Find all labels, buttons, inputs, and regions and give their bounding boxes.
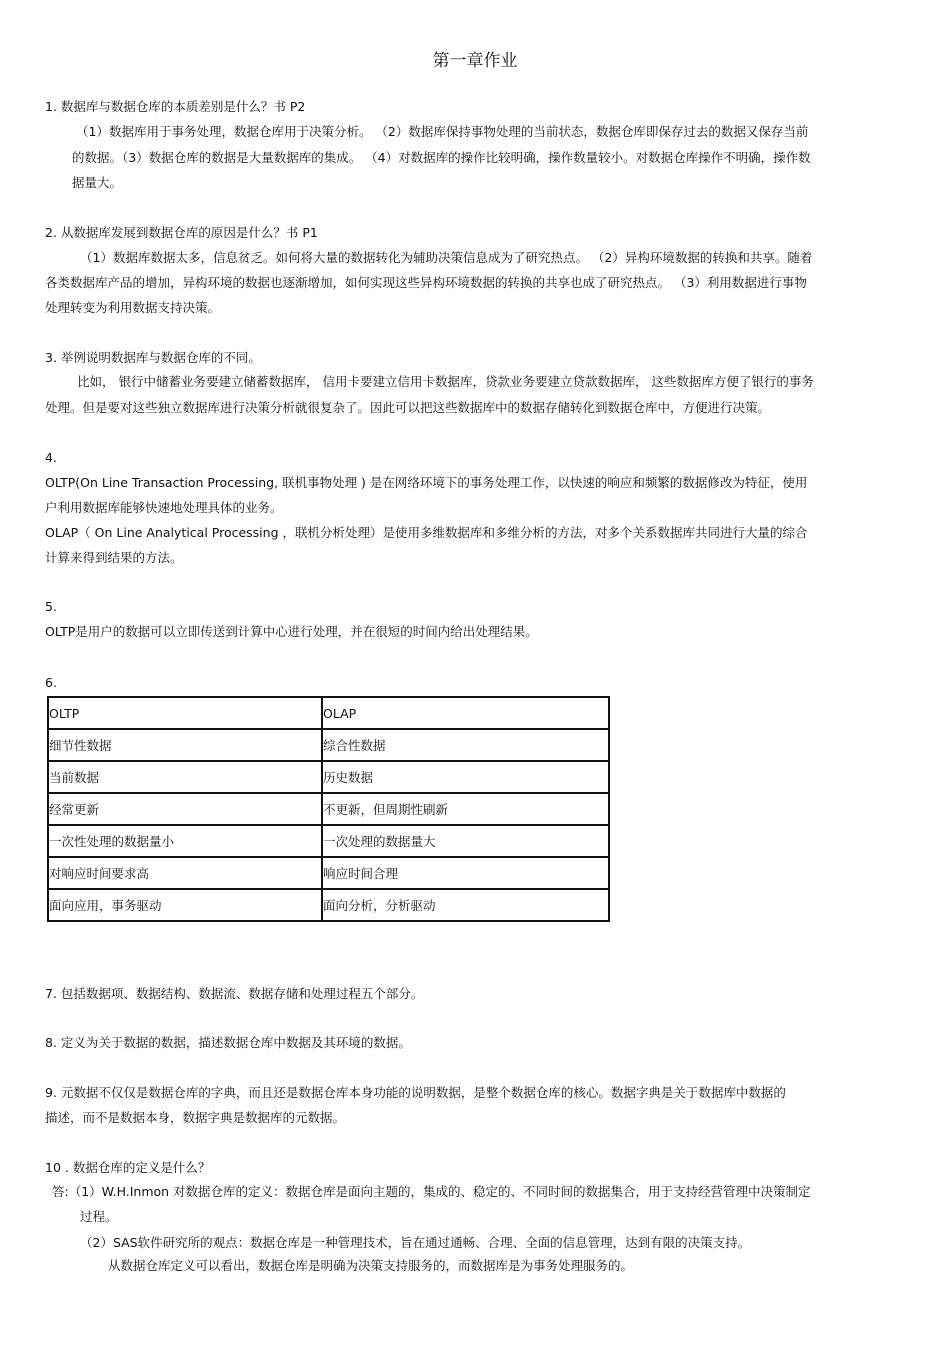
q2-answer-line: 处理转变为利用数据支持决策。 [45, 300, 221, 315]
table-cell: 不更新，但周期性刷新 [322, 793, 609, 825]
table-cell: OLTP [48, 697, 322, 729]
table-cell: 经常更新 [48, 793, 322, 825]
oltp-olap-comparison-table [47, 696, 610, 922]
q1-question: 1. 数据库与数据仓库的本质差别是什么？书 P2 [45, 99, 306, 114]
table-cell: 面向分析，分析驱动 [322, 889, 609, 921]
q9-answer-line: 9. 元数据不仅仅是数据仓库的字典，而且还是数据仓库本身功能的说明数据，是整个数据仓库的核心。数据字典是关于数据库中数据的 [45, 1085, 786, 1100]
q4-number: 4. [45, 450, 57, 465]
q10-question: 10 . 数据仓库的定义是什么？ [45, 1160, 211, 1175]
table-cell: OLAP [322, 697, 609, 729]
q2-answer-line: （1）数据库数据太多，信息贫乏。如何将大量的数据转化为辅助决策信息成为了研究热点。 （2）异构环境数据的转换和共享。随着 [80, 250, 813, 265]
table-row [48, 697, 609, 729]
table-cell: 对响应时间要求高 [48, 857, 322, 889]
q8-answer-line: 8. 定义为关于数据的数据，描述数据仓库中数据及其环境的数据。 [45, 1035, 411, 1050]
q4-answer-line: OLAP（ On Line Analytical Processing ，联机分析处理）是使用多维数据库和多维分析的方法，对多个关系数据库共同进行大量的综合 [45, 525, 808, 540]
table-cell: 历史数据 [322, 761, 609, 793]
q6-number: 6. [45, 675, 57, 690]
table-cell: 面向应用，事务驱动 [48, 889, 322, 921]
q4-answer-line: OLTP(On Line Transaction Processing, 联机事物处理 ) 是在网络环境下的事务处理工作，以快速的响应和频繁的数据修改为特征，使用 [45, 475, 808, 490]
table-cell: 响应时间合理 [322, 857, 609, 889]
q4-answer-line: 计算来得到结果的方法。 [45, 550, 183, 565]
q9-answer-line: 描述，而不是数据本身，数据字典是数据库的元数据。 [45, 1110, 346, 1125]
table-cell: 当前数据 [48, 761, 322, 793]
q2-question: 2. 从数据库发展到数据仓库的原因是什么？书 P1 [45, 225, 318, 240]
q1-answer-line: （1）数据库用于事务处理，数据仓库用于决策分析。 （2）数据库保持事物处理的当前状态，数据仓库即保存过去的数据又保存当前 [76, 124, 809, 139]
q5-number: 5. [45, 599, 57, 614]
q10-answer-line: （2）SAS软件研究所的观点：数据仓库是一种管理技术，旨在通过通畅、合理、全面的信息管理，达到有限的决策支持。 [80, 1235, 751, 1250]
table-cell: 一次处理的数据量大 [322, 825, 609, 857]
q10-answer-line: 从数据仓库定义可以看出，数据仓库是明确为决策支持服务的，而数据库是为事务处理服务的。 [108, 1258, 634, 1273]
table-row [48, 793, 609, 825]
q3-question: 3. 举例说明数据库与数据仓库的不同。 [45, 350, 261, 365]
q1-answer-line: 据量大。 [72, 175, 123, 190]
table-cell: 一次性处理的数据量小 [48, 825, 322, 857]
q7-answer-line: 7. 包括数据项、数据结构、数据流、数据存储和处理过程五个部分。 [45, 986, 424, 1001]
q5-answer-line: OLTP是用户的数据可以立即传送到计算中心进行处理，并在很短的时间内给出处理结果。 [45, 624, 538, 639]
q3-answer-line: 处理。但是要对这些独立数据库进行决策分析就很复杂了。因此可以把这些数据库中的数据存储转化到数据仓库中，方便进行决策。 [45, 400, 771, 415]
table-row [48, 729, 609, 761]
q10-answer-line: 答:（1）W.H.Inmon 对数据仓库的定义：数据仓库是面向主题的，集成的、稳定的、不同时间的数据集合，用于支持经营管理中决策制定 [52, 1184, 811, 1199]
q1-answer-line: 的数据。（3）数据仓库的数据是大量数据库的集成。 （4）对数据库的操作比较明确，操作数量较小。对数据仓库操作不明确，操作数 [72, 150, 811, 165]
table-row [48, 761, 609, 793]
table-cell: 综合性数据 [322, 729, 609, 761]
q10-answer-line: 过程。 [80, 1209, 118, 1224]
q3-answer-line: 比如， 银行中储蓄业务要建立储蓄数据库， 信用卡要建立信用卡数据库，贷款业务要建立贷款数据库， 这些数据库方便了银行的事务 [77, 374, 814, 389]
table-row [48, 825, 609, 857]
page-title: 第一章作业 [432, 51, 518, 71]
q4-answer-line: 户利用数据库能够快速地处理具体的业务。 [45, 500, 283, 515]
q2-answer-line: 各类数据库产品的增加，异构环境的数据也逐渐增加，如何实现这些异构环境数据的转换的共享也成了研究热点。 （3）利用数据进行事物 [45, 275, 807, 290]
table-row [48, 889, 609, 921]
table-cell: 细节性数据 [48, 729, 322, 761]
table-row [48, 857, 609, 889]
